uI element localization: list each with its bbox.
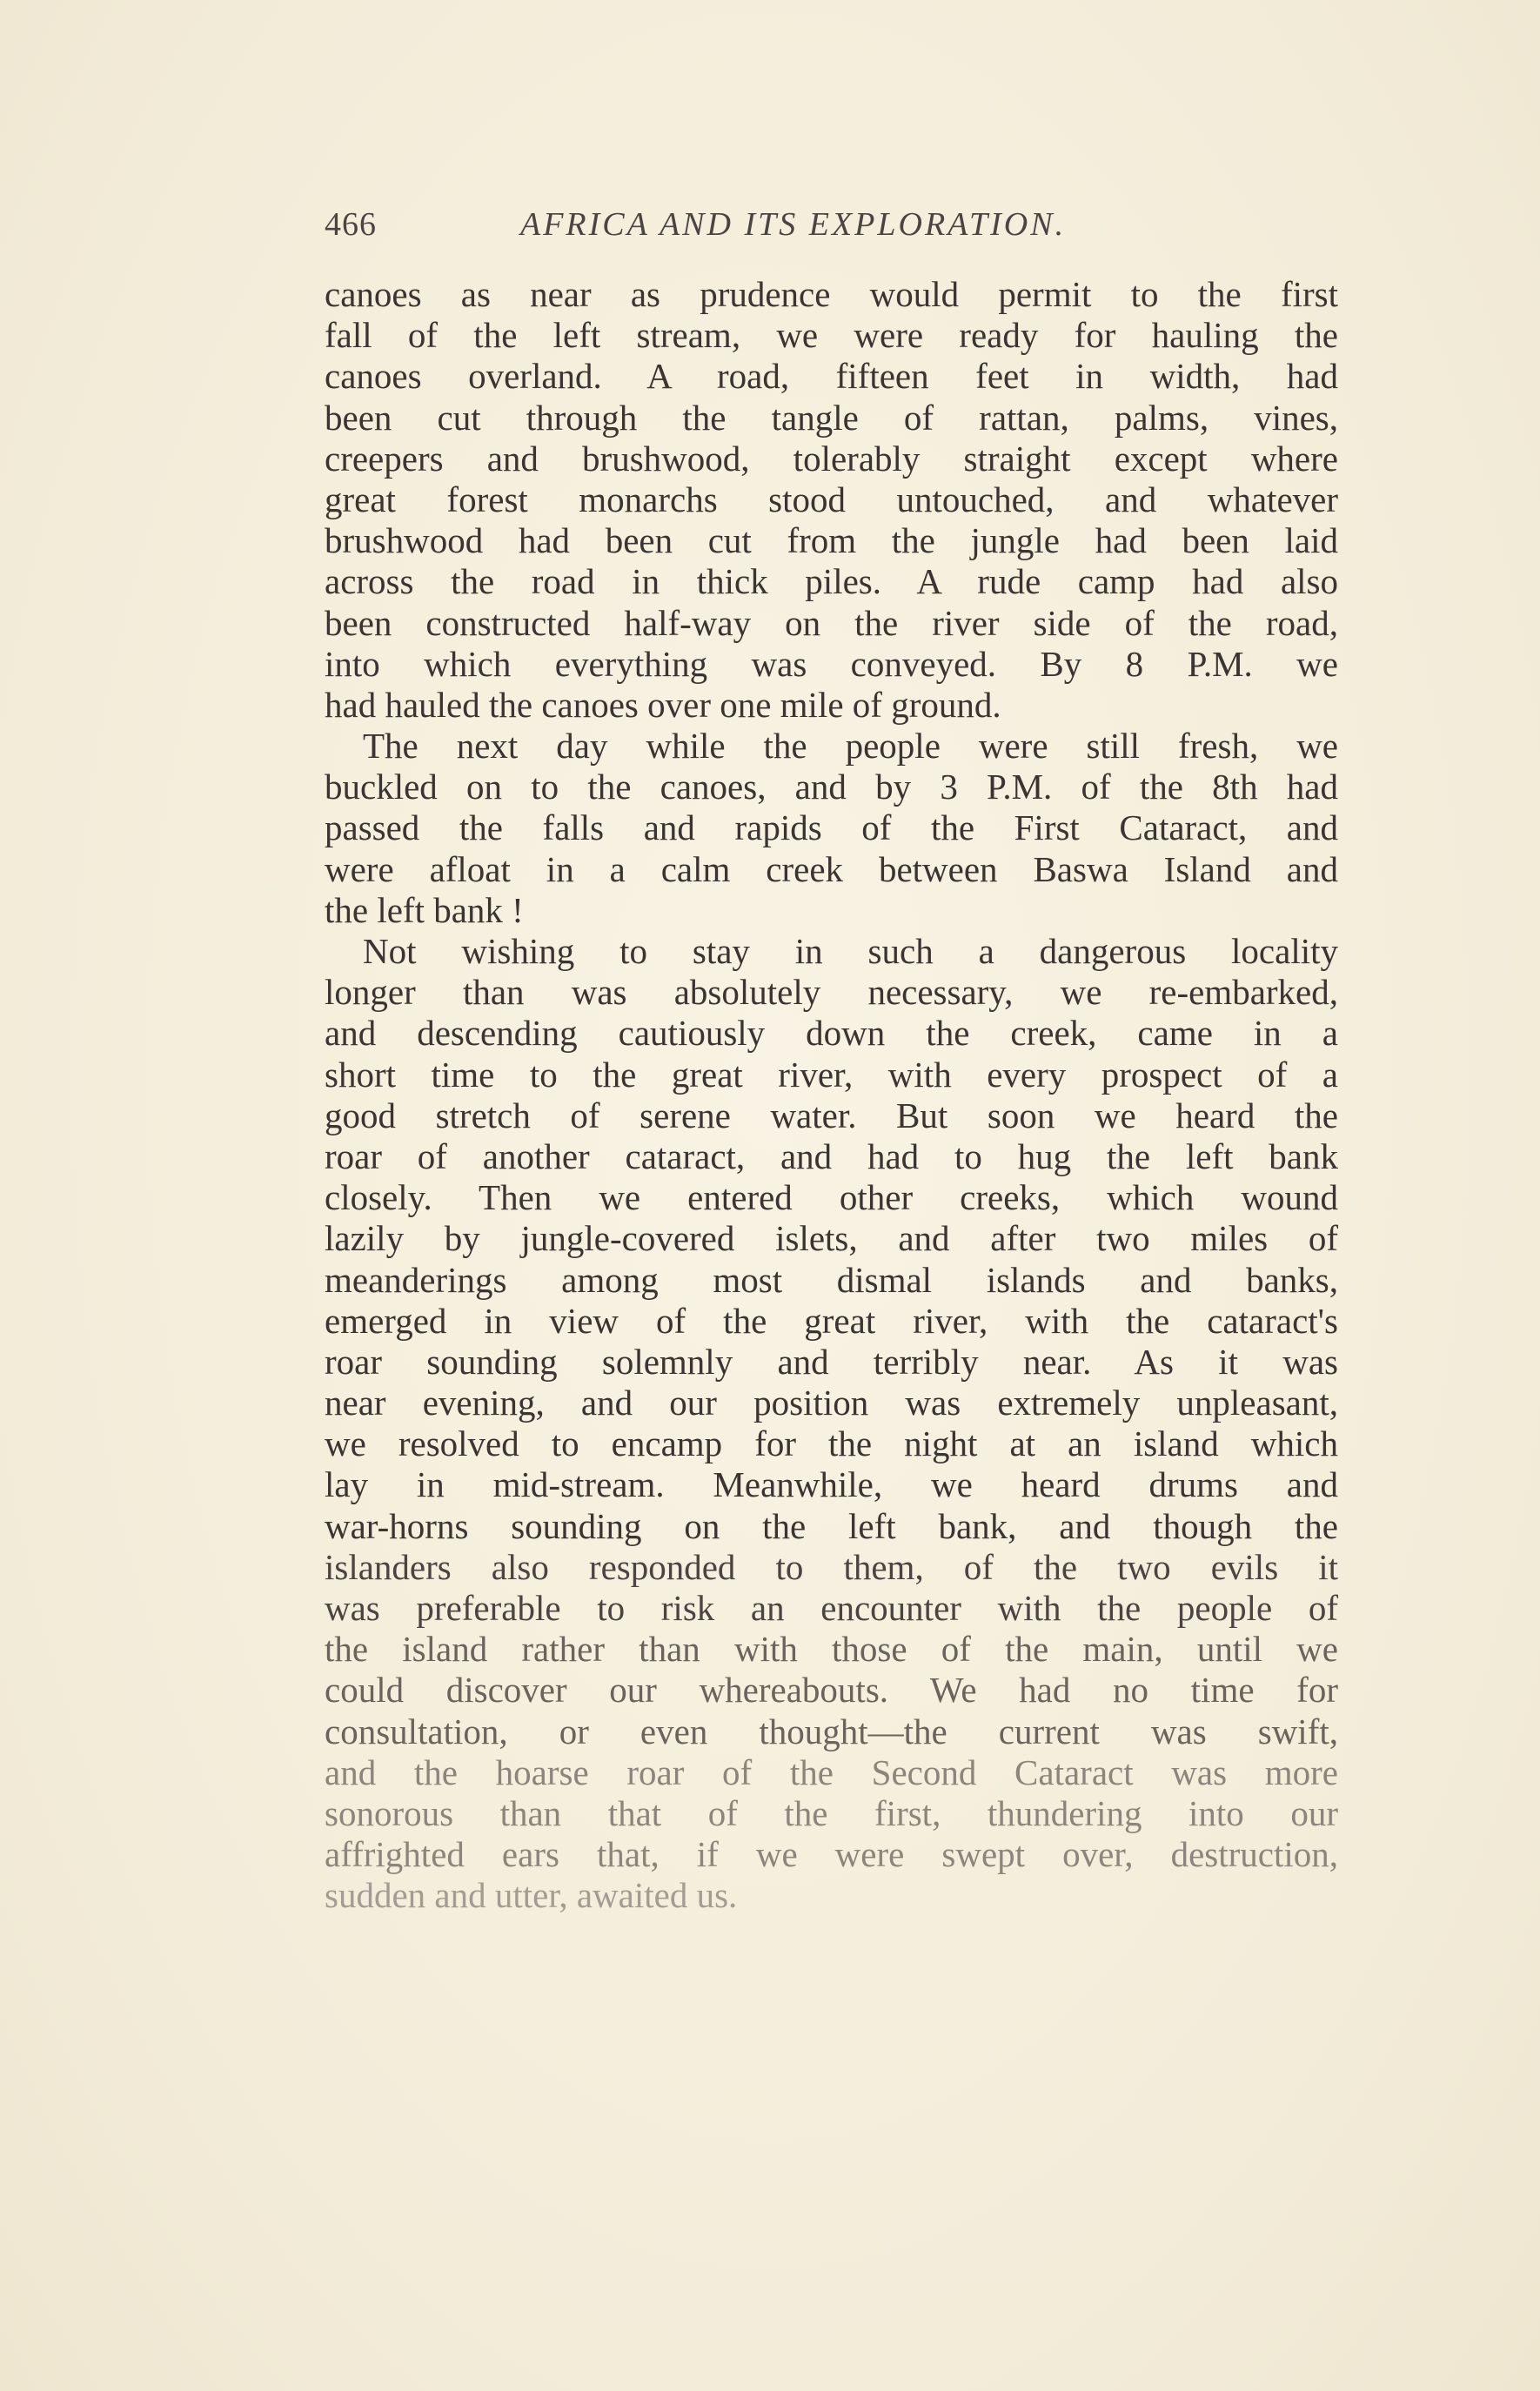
page-header bbox=[325, 200, 1190, 249]
text-line: Not wishing to stay in such a dangerous locality bbox=[363, 931, 1338, 971]
running-head: AFRICA AND ITS EXPLORATION. bbox=[520, 206, 1067, 243]
text-line: were afloat in a calm creek between Baswa Island and bbox=[325, 848, 1338, 889]
text-line: longer than was absolutely necessary, we re-embarked, bbox=[325, 972, 1338, 1013]
text-line: war-horns sounding on the left bank, and though the bbox=[325, 1505, 1338, 1546]
page-number: 466 bbox=[325, 206, 377, 243]
text-line: roar of another cataract, and had to hug the left bank bbox=[325, 1135, 1338, 1176]
text-line: canoes overland. A road, fifteen feet in width, had bbox=[325, 356, 1338, 397]
text-line: great forest monarchs stood untouched, and whatever bbox=[325, 479, 1338, 519]
text-line: The next day while the people were still fresh, we bbox=[363, 726, 1338, 767]
text-line: sonorous than that of the first, thundering into our bbox=[325, 1792, 1338, 1833]
text-line: islanders also responded to them, of the two evils it bbox=[325, 1546, 1338, 1587]
text-line: been cut through the tangle of rattan, palms, vines, bbox=[325, 397, 1338, 438]
text-line: sudden and utter, awaited us. bbox=[325, 1875, 738, 1916]
text-line: lay in mid-stream. Meanwhile, we heard drums and bbox=[325, 1464, 1338, 1505]
text-line: the left bank ! bbox=[325, 889, 524, 930]
text-line: we resolved to encamp for the night at an island which bbox=[325, 1423, 1338, 1464]
text-line: the island rather than with those of the main, until we bbox=[325, 1629, 1338, 1670]
text-line: buckled on to the canoes, and by 3 P.M. of the 8th had bbox=[325, 767, 1338, 807]
text-line: affrighted ears that, if we were swept over, destruction, bbox=[325, 1834, 1338, 1875]
text-line: been constructed half-way on the river side of the road, bbox=[325, 602, 1338, 643]
text-line: had hauled the canoes over one mile of ground. bbox=[325, 684, 1001, 725]
body-text bbox=[325, 274, 1338, 1917]
text-line: could discover our whereabouts. We had no time for bbox=[325, 1670, 1338, 1711]
text-line: passed the falls and rapids of the First Cataract, and bbox=[325, 807, 1338, 848]
text-line: canoes as near as prudence would permit to the first bbox=[325, 274, 1338, 314]
text-line: consultation, or even thought—the current was swift, bbox=[325, 1711, 1338, 1751]
text-line: short time to the great river, with every prospect of a bbox=[325, 1054, 1338, 1095]
text-line: emerged in view of the great river, with the cataract's bbox=[325, 1300, 1338, 1341]
text-line: creepers and brushwood, tolerably straight except where bbox=[325, 438, 1338, 479]
text-line: near evening, and our position was extremely unpleasant, bbox=[325, 1383, 1338, 1423]
text-line: meanderings among most dismal islands and banks, bbox=[325, 1259, 1338, 1300]
text-line: was preferable to risk an encounter with the people of bbox=[325, 1588, 1338, 1628]
text-line: brushwood had been cut from the jungle had been laid bbox=[325, 520, 1338, 561]
text-line: across the road in thick piles. A rude camp had also bbox=[325, 561, 1338, 602]
text-line: closely. Then we entered other creeks, which wound bbox=[325, 1177, 1338, 1218]
text-line: good stretch of serene water. But soon we heard the bbox=[325, 1095, 1338, 1135]
text-line: and descending cautiously down the creek, came in a bbox=[325, 1013, 1338, 1054]
text-line: and the hoarse roar of the Second Cataract was more bbox=[325, 1751, 1338, 1792]
text-line: fall of the left stream, we were ready for hauling the bbox=[325, 315, 1338, 356]
text-line: lazily by jungle-covered islets, and after two miles of bbox=[325, 1218, 1338, 1259]
text-line: roar sounding solemnly and terribly near. As it was bbox=[325, 1341, 1338, 1382]
text-line: into which everything was conveyed. By 8 P.M. we bbox=[325, 643, 1338, 684]
